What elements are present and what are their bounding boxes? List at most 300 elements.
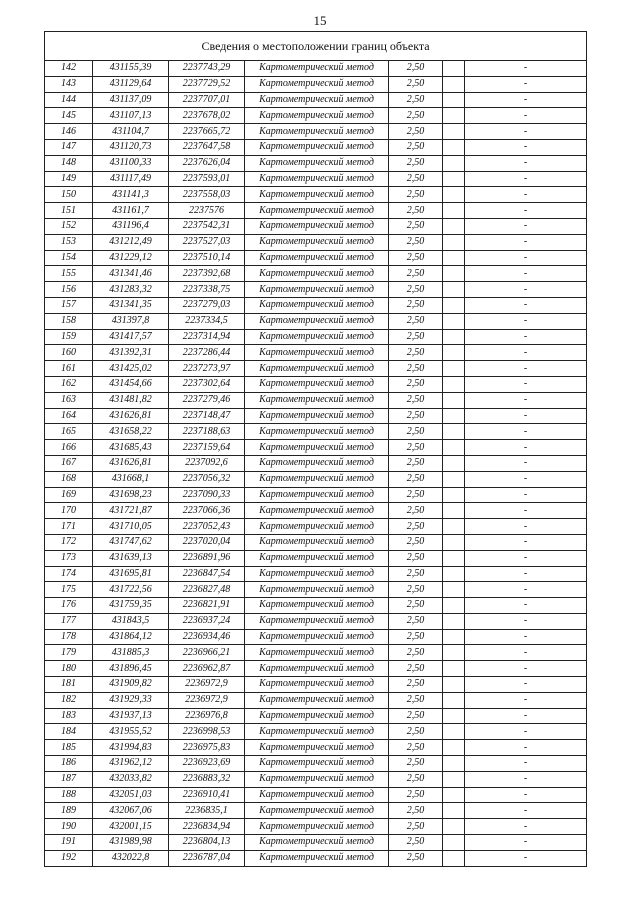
table-row <box>45 266 587 282</box>
method-cell: Картометрический метод <box>245 266 389 282</box>
table-row <box>45 203 587 219</box>
precision-cell: 2,50 <box>389 455 443 471</box>
coordinate-y-cell: 2237558,03 <box>169 187 245 203</box>
table-row <box>45 819 587 835</box>
method-cell: Картометрический метод <box>245 819 389 835</box>
coordinate-y-cell: 2237090,33 <box>169 487 245 503</box>
point-number-cell: 187 <box>45 771 93 787</box>
method-cell: Картометрический метод <box>245 566 389 582</box>
coordinate-y-cell: 2236804,13 <box>169 835 245 851</box>
coordinate-x-cell: 431161,7 <box>93 203 169 219</box>
description-cell: - <box>465 234 587 250</box>
precision-cell: 2,50 <box>389 408 443 424</box>
coordinate-x-cell: 431955,52 <box>93 724 169 740</box>
coordinate-x-cell: 431685,43 <box>93 440 169 456</box>
coordinate-y-cell: 2237188,63 <box>169 424 245 440</box>
point-number-cell: 158 <box>45 313 93 329</box>
table-row <box>45 645 587 661</box>
description-cell: - <box>465 613 587 629</box>
method-cell: Картометрический метод <box>245 250 389 266</box>
empty-cell <box>443 598 465 614</box>
precision-cell: 2,50 <box>389 787 443 803</box>
coordinate-x-cell: 431695,81 <box>93 566 169 582</box>
precision-cell: 2,50 <box>389 297 443 313</box>
empty-cell <box>443 392 465 408</box>
table-row <box>45 408 587 424</box>
coordinate-y-cell: 2237392,68 <box>169 266 245 282</box>
table-row <box>45 566 587 582</box>
coordinate-y-cell: 2237743,29 <box>169 61 245 77</box>
method-cell: Картометрический метод <box>245 455 389 471</box>
empty-cell <box>443 455 465 471</box>
description-cell: - <box>465 661 587 677</box>
point-number-cell: 143 <box>45 76 93 92</box>
coordinate-x-cell: 432022,8 <box>93 850 169 866</box>
empty-cell <box>443 250 465 266</box>
boundary-points-table <box>44 31 587 867</box>
coordinate-y-cell: 2237510,14 <box>169 250 245 266</box>
description-cell: - <box>465 645 587 661</box>
coordinate-x-cell: 432067,06 <box>93 803 169 819</box>
coordinate-y-cell: 2237148,47 <box>169 408 245 424</box>
point-number-cell: 161 <box>45 361 93 377</box>
table-row <box>45 76 587 92</box>
table-row <box>45 692 587 708</box>
description-cell: - <box>465 550 587 566</box>
coordinate-x-cell: 431117,49 <box>93 171 169 187</box>
description-cell: - <box>465 835 587 851</box>
point-number-cell: 176 <box>45 598 93 614</box>
method-cell: Картометрический метод <box>245 534 389 550</box>
coordinate-x-cell: 431929,33 <box>93 692 169 708</box>
point-number-cell: 185 <box>45 740 93 756</box>
description-cell: - <box>465 771 587 787</box>
coordinate-y-cell: 2236891,96 <box>169 550 245 566</box>
table-row <box>45 471 587 487</box>
table-row <box>45 629 587 645</box>
method-cell: Картометрический метод <box>245 76 389 92</box>
table-row <box>45 708 587 724</box>
precision-cell: 2,50 <box>389 645 443 661</box>
precision-cell: 2,50 <box>389 771 443 787</box>
coordinate-y-cell: 2237527,03 <box>169 234 245 250</box>
empty-cell <box>443 329 465 345</box>
coordinate-x-cell: 431885,3 <box>93 645 169 661</box>
point-number-cell: 164 <box>45 408 93 424</box>
description-cell: - <box>465 92 587 108</box>
method-cell: Картометрический метод <box>245 108 389 124</box>
table-row <box>45 661 587 677</box>
point-number-cell: 162 <box>45 376 93 392</box>
empty-cell <box>443 155 465 171</box>
table-row <box>45 677 587 693</box>
point-number-cell: 170 <box>45 503 93 519</box>
description-cell: - <box>465 392 587 408</box>
table-row <box>45 234 587 250</box>
empty-cell <box>443 171 465 187</box>
empty-cell <box>443 740 465 756</box>
coordinate-y-cell: 2237159,64 <box>169 440 245 456</box>
precision-cell: 2,50 <box>389 218 443 234</box>
coordinate-y-cell: 2236966,21 <box>169 645 245 661</box>
method-cell: Картометрический метод <box>245 708 389 724</box>
coordinate-x-cell: 431989,98 <box>93 835 169 851</box>
description-cell: - <box>465 282 587 298</box>
method-cell: Картометрический метод <box>245 361 389 377</box>
method-cell: Картометрический метод <box>245 629 389 645</box>
method-cell: Картометрический метод <box>245 203 389 219</box>
coordinate-y-cell: 2236835,1 <box>169 803 245 819</box>
coordinate-y-cell: 2236972,9 <box>169 677 245 693</box>
coordinate-y-cell: 2237279,03 <box>169 297 245 313</box>
point-number-cell: 169 <box>45 487 93 503</box>
description-cell: - <box>465 519 587 535</box>
point-number-cell: 151 <box>45 203 93 219</box>
coordinate-x-cell: 431721,87 <box>93 503 169 519</box>
point-number-cell: 177 <box>45 613 93 629</box>
table-row <box>45 756 587 772</box>
table-row <box>45 582 587 598</box>
coordinate-y-cell: 2236847,54 <box>169 566 245 582</box>
method-cell: Картометрический метод <box>245 692 389 708</box>
table-row <box>45 218 587 234</box>
coordinate-y-cell: 2236962,87 <box>169 661 245 677</box>
coordinate-x-cell: 431212,49 <box>93 234 169 250</box>
table-row <box>45 187 587 203</box>
method-cell: Картометрический метод <box>245 139 389 155</box>
empty-cell <box>443 376 465 392</box>
coordinate-y-cell: 2236976,8 <box>169 708 245 724</box>
method-cell: Картометрический метод <box>245 613 389 629</box>
description-cell: - <box>465 266 587 282</box>
empty-cell <box>443 92 465 108</box>
point-number-cell: 168 <box>45 471 93 487</box>
empty-cell <box>443 297 465 313</box>
empty-cell <box>443 566 465 582</box>
precision-cell: 2,50 <box>389 708 443 724</box>
method-cell: Картометрический метод <box>245 234 389 250</box>
description-cell: - <box>465 345 587 361</box>
precision-cell: 2,50 <box>389 376 443 392</box>
description-cell: - <box>465 171 587 187</box>
precision-cell: 2,50 <box>389 534 443 550</box>
point-number-cell: 142 <box>45 61 93 77</box>
point-number-cell: 179 <box>45 645 93 661</box>
coordinate-y-cell: 2236834,94 <box>169 819 245 835</box>
coordinate-x-cell: 431710,05 <box>93 519 169 535</box>
description-cell: - <box>465 218 587 234</box>
table-row <box>45 850 587 866</box>
coordinate-x-cell: 432001,15 <box>93 819 169 835</box>
description-cell: - <box>465 503 587 519</box>
table-row <box>45 61 587 77</box>
table-row <box>45 487 587 503</box>
description-cell: - <box>465 455 587 471</box>
method-cell: Картометрический метод <box>245 582 389 598</box>
empty-cell <box>443 313 465 329</box>
precision-cell: 2,50 <box>389 329 443 345</box>
method-cell: Картометрический метод <box>245 724 389 740</box>
point-number-cell: 181 <box>45 677 93 693</box>
coordinate-x-cell: 431864,12 <box>93 629 169 645</box>
method-cell: Картометрический метод <box>245 376 389 392</box>
description-cell: - <box>465 629 587 645</box>
point-number-cell: 160 <box>45 345 93 361</box>
point-number-cell: 165 <box>45 424 93 440</box>
coordinate-y-cell: 2237678,02 <box>169 108 245 124</box>
precision-cell: 2,50 <box>389 139 443 155</box>
method-cell: Картометрический метод <box>245 440 389 456</box>
coordinate-x-cell: 431229,12 <box>93 250 169 266</box>
empty-cell <box>443 708 465 724</box>
coordinate-x-cell: 431283,32 <box>93 282 169 298</box>
table-row <box>45 124 587 140</box>
empty-cell <box>443 613 465 629</box>
precision-cell: 2,50 <box>389 613 443 629</box>
precision-cell: 2,50 <box>389 361 443 377</box>
table-title: Сведения о местоположении границ объекта <box>45 32 587 61</box>
table-row <box>45 155 587 171</box>
precision-cell: 2,50 <box>389 282 443 298</box>
precision-cell: 2,50 <box>389 250 443 266</box>
description-cell: - <box>465 692 587 708</box>
description-cell: - <box>465 440 587 456</box>
table-row <box>45 297 587 313</box>
coordinate-x-cell: 431937,13 <box>93 708 169 724</box>
coordinate-x-cell: 431104,7 <box>93 124 169 140</box>
empty-cell <box>443 692 465 708</box>
method-cell: Картометрический метод <box>245 424 389 440</box>
empty-cell <box>443 850 465 866</box>
method-cell: Картометрический метод <box>245 61 389 77</box>
table-row <box>45 250 587 266</box>
precision-cell: 2,50 <box>389 661 443 677</box>
empty-cell <box>443 282 465 298</box>
table-row <box>45 392 587 408</box>
precision-cell: 2,50 <box>389 803 443 819</box>
empty-cell <box>443 76 465 92</box>
table-row <box>45 519 587 535</box>
coordinate-x-cell: 431392,31 <box>93 345 169 361</box>
precision-cell: 2,50 <box>389 519 443 535</box>
point-number-cell: 175 <box>45 582 93 598</box>
description-cell: - <box>465 582 587 598</box>
table-row <box>45 440 587 456</box>
coordinate-y-cell: 2237626,04 <box>169 155 245 171</box>
empty-cell <box>443 487 465 503</box>
precision-cell: 2,50 <box>389 108 443 124</box>
empty-cell <box>443 756 465 772</box>
empty-cell <box>443 534 465 550</box>
point-number-cell: 163 <box>45 392 93 408</box>
point-number-cell: 157 <box>45 297 93 313</box>
description-cell: - <box>465 361 587 377</box>
method-cell: Картометрический метод <box>245 345 389 361</box>
point-number-cell: 173 <box>45 550 93 566</box>
point-number-cell: 149 <box>45 171 93 187</box>
coordinate-y-cell: 2236934,46 <box>169 629 245 645</box>
table-row <box>45 503 587 519</box>
method-cell: Картометрический метод <box>245 471 389 487</box>
method-cell: Картометрический метод <box>245 787 389 803</box>
point-number-cell: 188 <box>45 787 93 803</box>
empty-cell <box>443 503 465 519</box>
coordinate-y-cell: 2237665,72 <box>169 124 245 140</box>
point-number-cell: 145 <box>45 108 93 124</box>
coordinate-x-cell: 431454,66 <box>93 376 169 392</box>
description-cell: - <box>465 803 587 819</box>
point-number-cell: 186 <box>45 756 93 772</box>
point-number-cell: 182 <box>45 692 93 708</box>
precision-cell: 2,50 <box>389 629 443 645</box>
table-row <box>45 613 587 629</box>
method-cell: Картометрический метод <box>245 519 389 535</box>
table-row <box>45 424 587 440</box>
empty-cell <box>443 218 465 234</box>
point-number-cell: 153 <box>45 234 93 250</box>
description-cell: - <box>465 850 587 866</box>
coordinate-y-cell: 2236787,04 <box>169 850 245 866</box>
table-row <box>45 313 587 329</box>
description-cell: - <box>465 329 587 345</box>
description-cell: - <box>465 424 587 440</box>
table-row <box>45 345 587 361</box>
coordinate-x-cell: 431722,56 <box>93 582 169 598</box>
coordinate-y-cell: 2237279,46 <box>169 392 245 408</box>
point-number-cell: 190 <box>45 819 93 835</box>
point-number-cell: 189 <box>45 803 93 819</box>
point-number-cell: 156 <box>45 282 93 298</box>
coordinate-y-cell: 2236910,41 <box>169 787 245 803</box>
coordinate-x-cell: 431417,57 <box>93 329 169 345</box>
method-cell: Картометрический метод <box>245 740 389 756</box>
point-number-cell: 167 <box>45 455 93 471</box>
empty-cell <box>443 661 465 677</box>
method-cell: Картометрический метод <box>245 835 389 851</box>
point-number-cell: 184 <box>45 724 93 740</box>
coordinate-y-cell: 2237576 <box>169 203 245 219</box>
description-cell: - <box>465 155 587 171</box>
table-row <box>45 455 587 471</box>
method-cell: Картометрический метод <box>245 661 389 677</box>
table-row <box>45 329 587 345</box>
point-number-cell: 166 <box>45 440 93 456</box>
point-number-cell: 171 <box>45 519 93 535</box>
precision-cell: 2,50 <box>389 487 443 503</box>
precision-cell: 2,50 <box>389 234 443 250</box>
point-number-cell: 192 <box>45 850 93 866</box>
description-cell: - <box>465 756 587 772</box>
point-number-cell: 152 <box>45 218 93 234</box>
coordinate-y-cell: 2237020,04 <box>169 534 245 550</box>
method-cell: Картометрический метод <box>245 187 389 203</box>
coordinate-y-cell: 2236827,48 <box>169 582 245 598</box>
description-cell: - <box>465 566 587 582</box>
table-row <box>45 835 587 851</box>
table-row <box>45 282 587 298</box>
table-row <box>45 787 587 803</box>
description-cell: - <box>465 124 587 140</box>
coordinate-x-cell: 431137,09 <box>93 92 169 108</box>
description-cell: - <box>465 139 587 155</box>
point-number-cell: 154 <box>45 250 93 266</box>
table-row <box>45 171 587 187</box>
method-cell: Картометрический метод <box>245 124 389 140</box>
description-cell: - <box>465 313 587 329</box>
coordinate-y-cell: 2236972,9 <box>169 692 245 708</box>
coordinate-x-cell: 431626,81 <box>93 408 169 424</box>
method-cell: Картометрический метод <box>245 503 389 519</box>
coordinate-y-cell: 2237056,32 <box>169 471 245 487</box>
empty-cell <box>443 724 465 740</box>
coordinate-x-cell: 431658,22 <box>93 424 169 440</box>
table-row <box>45 139 587 155</box>
precision-cell: 2,50 <box>389 187 443 203</box>
table-row <box>45 724 587 740</box>
method-cell: Картометрический метод <box>245 218 389 234</box>
coordinate-x-cell: 431341,46 <box>93 266 169 282</box>
coordinate-x-cell: 431626,81 <box>93 455 169 471</box>
precision-cell: 2,50 <box>389 203 443 219</box>
precision-cell: 2,50 <box>389 313 443 329</box>
coordinate-x-cell: 431962,12 <box>93 756 169 772</box>
coordinate-y-cell: 2237286,44 <box>169 345 245 361</box>
empty-cell <box>443 345 465 361</box>
description-cell: - <box>465 740 587 756</box>
coordinate-y-cell: 2237647,58 <box>169 139 245 155</box>
empty-cell <box>443 819 465 835</box>
empty-cell <box>443 424 465 440</box>
empty-cell <box>443 645 465 661</box>
point-number-cell: 178 <box>45 629 93 645</box>
coordinate-y-cell: 2237542,31 <box>169 218 245 234</box>
table-row <box>45 534 587 550</box>
method-cell: Картометрический метод <box>245 282 389 298</box>
precision-cell: 2,50 <box>389 76 443 92</box>
coordinate-x-cell: 431668,1 <box>93 471 169 487</box>
empty-cell <box>443 234 465 250</box>
point-number-cell: 174 <box>45 566 93 582</box>
table-title-row <box>45 32 587 61</box>
point-number-cell: 159 <box>45 329 93 345</box>
table-row <box>45 376 587 392</box>
precision-cell: 2,50 <box>389 266 443 282</box>
empty-cell <box>443 361 465 377</box>
coordinate-x-cell: 431481,82 <box>93 392 169 408</box>
coordinate-y-cell: 2237302,64 <box>169 376 245 392</box>
point-number-cell: 148 <box>45 155 93 171</box>
table-row <box>45 803 587 819</box>
precision-cell: 2,50 <box>389 471 443 487</box>
precision-cell: 2,50 <box>389 582 443 598</box>
table-row <box>45 92 587 108</box>
coordinate-x-cell: 431747,62 <box>93 534 169 550</box>
coordinate-x-cell: 431994,83 <box>93 740 169 756</box>
coordinate-y-cell: 2237334,5 <box>169 313 245 329</box>
method-cell: Картометрический метод <box>245 297 389 313</box>
coordinate-y-cell: 2237092,6 <box>169 455 245 471</box>
coordinate-y-cell: 2236821,91 <box>169 598 245 614</box>
point-number-cell: 172 <box>45 534 93 550</box>
empty-cell <box>443 771 465 787</box>
precision-cell: 2,50 <box>389 692 443 708</box>
coordinate-y-cell: 2236998,53 <box>169 724 245 740</box>
empty-cell <box>443 677 465 693</box>
empty-cell <box>443 582 465 598</box>
table-row <box>45 361 587 377</box>
coordinate-x-cell: 431759,35 <box>93 598 169 614</box>
description-cell: - <box>465 819 587 835</box>
